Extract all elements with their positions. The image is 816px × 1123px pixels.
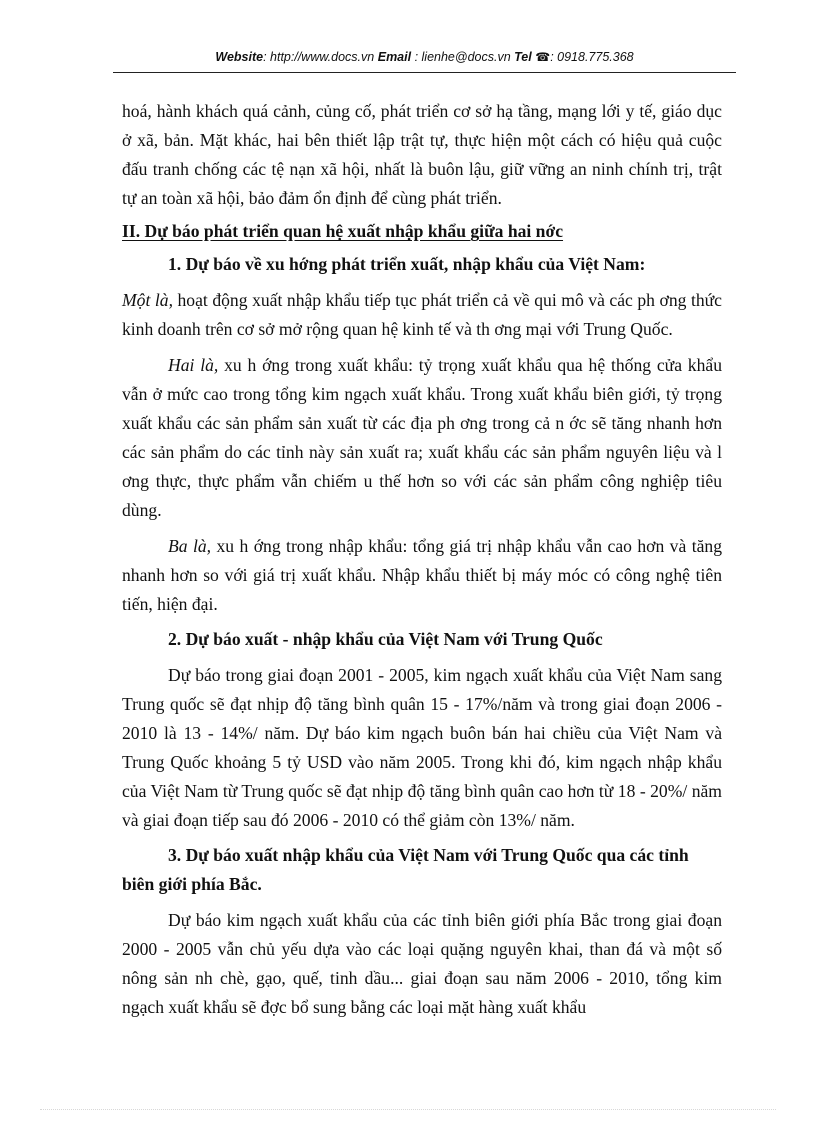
paragraph-mot-la (122, 286, 722, 344)
paragraph-hai-la-lead: Hai là, (168, 355, 219, 375)
tel-value: : 0918.775.368 (550, 50, 634, 64)
paragraph-hai-la (122, 351, 722, 525)
page-header (113, 48, 736, 73)
subheading-1: 1. Dự báo về xu hớng phát triển xuất, nhập khẩu của Việt Nam: (168, 254, 646, 274)
paragraph-mot-la-text: hoạt động xuất nhập khẩu tiếp tục phát triển cả về qui mô và các ph ơng thức kinh doanh trên cơ sở mở rộng quan hệ kinh tế và th ơng mại với Trung Quốc. (122, 290, 722, 339)
email-value: : lienhe@docs.vn (414, 50, 511, 64)
paragraph-hai-la-text: xu h ớng trong xuất khẩu: tỷ trọng xuất khẩu qua hệ thống cửa khẩu vẫn ở mức cao trong tổng kim ngạch xuất khẩu. Trong xuất khẩu biên giới, tỷ trọng xuất khẩu các sản phẩm sản xuất từ các địa ph ơng trong cả n ớc sẽ tăng nhanh hơn các sản phẩm do các tỉnh này sản xuất ra; xuất khẩu các sản phẩm nguyên liệu và l ơng thực, thực phẩm vẫn chiếm u thế hơn so với các sản phẩm công nghiệp tiêu dùng. (122, 355, 723, 520)
phone-icon: ☎ (535, 50, 551, 64)
website-label: Website (215, 50, 264, 64)
document-body (122, 97, 722, 1022)
paragraph-mot-la-lead: Một là, (122, 290, 173, 310)
email-label: Email (377, 50, 412, 64)
paragraph-forecast-trade: Dự báo trong giai đoạn 2001 - 2005, kim ngạch xuất khẩu của Việt Nam sang Trung quốc sẽ đạt nhịp độ tăng bình quân 15 - 17%/năm và trong giai đoạn 2006 - 2010 là 13 - 14%/ năm. Dự báo kim ngạch buôn bán hai chiều của Việt Nam và Trung Quốc khoảng 5 tỷ USD vào năm 2005. Trong khi đó, kim ngạch nhập khẩu của Việt Nam từ Trung quốc sẽ đạt nhịp độ tăng bình quân cao hơn từ 18 - 20%/ năm và giai đoạn tiếp sau đó 2006 - 2010 có thể giảm còn 13%/ năm. (122, 665, 722, 830)
subheading-3: 3. Dự báo xuất nhập khẩu của Việt Nam với Trung Quốc qua các tỉnh biên giới phía Bắc. (122, 845, 689, 894)
tel-label: Tel (514, 50, 532, 64)
header-contact-line (113, 50, 736, 64)
paragraph-ba-la-text: xu h ớng trong nhập khẩu: tổng giá trị nhập khẩu vẫn cao hơn và tăng nhanh hơn so với giá trị xuất khẩu. Nhập khẩu thiết bị máy móc có công nghệ tiên tiến, hiện đại. (122, 536, 722, 614)
section-heading: II. Dự báo phát triển quan hệ xuất nhập khẩu giữa hai nớc (122, 221, 564, 241)
subheading-2: 2. Dự báo xuất - nhập khẩu của Việt Nam với Trung Quốc (168, 629, 603, 649)
paragraph-intro: hoá, hành khách quá cảnh, củng cố, phát triển cơ sở hạ tầng, mạng lới y tế, giáo dục ở xã, bản. Mặt khác, hai bên thiết lập trật tự, thực hiện một cách có hiệu quả cuộc đấu tranh chống các tệ nạn xã hội, nhất là buôn lậu, giữ vững an ninh chính trị, trật tự an toàn xã hội, bảo đảm ổn định để cùng phát triển. (122, 101, 722, 208)
paragraph-ba-la-lead: Ba là, (168, 536, 212, 556)
website-value: : http://www.docs.vn (263, 50, 375, 64)
paragraph-forecast-border: Dự báo kim ngạch xuất khẩu của các tỉnh biên giới phía Bắc trong giai đoạn 2000 - 2005 vẫn chủ yếu dựa vào các loại quặng nguyên khai, than đá và một số nông sản nh chè, gạo, quế, tinh dầu... giai đoạn sau năm 2006 - 2010, tổng kim ngạch xuất khẩu sẽ đợc bổ sung bằng các loại mặt hàng xuất khẩu (122, 910, 722, 1017)
paragraph-ba-la (122, 532, 722, 619)
footer-divider (40, 1109, 776, 1110)
